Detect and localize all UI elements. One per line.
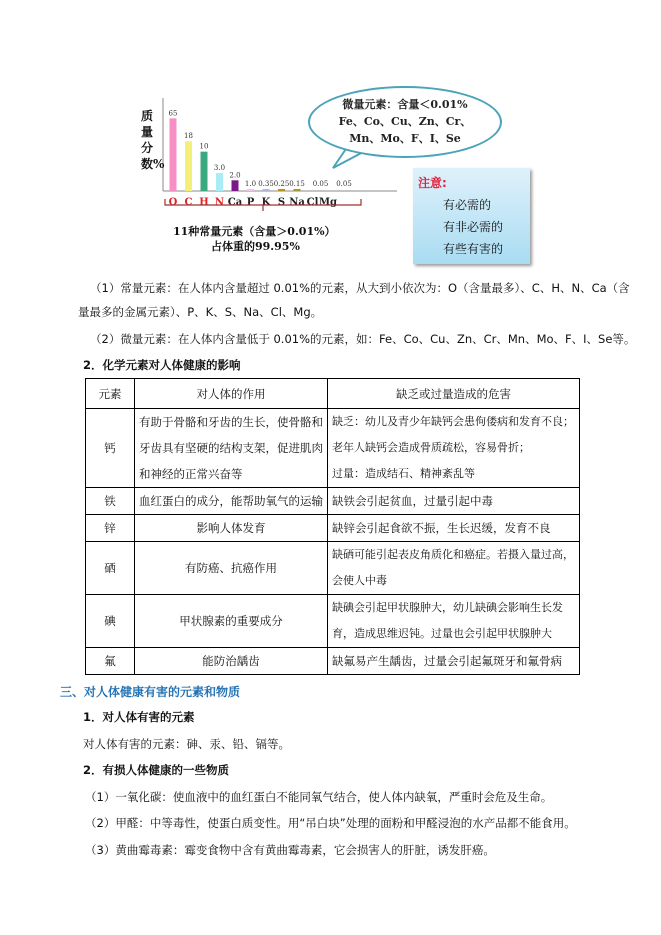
table-row xyxy=(86,515,580,542)
harmful-elements-text: 对人体有害的元素：砷、汞、铅、镉等。 xyxy=(83,737,290,751)
heading-health-effects: 2．化学元素对人体健康的影响 xyxy=(83,358,241,372)
table-row xyxy=(86,595,580,648)
cell-line: 有助于骨骼和牙齿的生长，使骨骼和 xyxy=(139,415,323,429)
cell-line: 老年人缺钙会造成骨质疏松，容易骨折； xyxy=(332,441,530,454)
cell-harm xyxy=(328,595,580,648)
table-row xyxy=(86,648,580,675)
cell-element: 锌 xyxy=(86,515,135,542)
value-label: 0.15 xyxy=(289,180,305,188)
cell-role: 甲状腺素的重要成分 xyxy=(135,595,328,648)
bar-O xyxy=(170,118,177,191)
cell-role: 血红蛋白的成分，能帮助氧气的运输 xyxy=(135,488,328,515)
substance-item: （2）甲醛：中等毒性，使蛋白质变性。用“吊白块”处理的面粉和甲醛浸泡的水产品都不能食用。 xyxy=(85,816,576,830)
bar-Ca xyxy=(232,180,239,191)
bar-K xyxy=(263,189,270,191)
substance-item: （1）一氧化碳：使血液中的血红蛋白不能同氧气结合，使人体内缺氧，严重时会危及生命。 xyxy=(85,790,553,804)
value-label: 2.0 xyxy=(229,171,241,180)
cell-element: 硒 xyxy=(86,542,135,595)
y-axis-label: 质量分数% xyxy=(141,109,165,171)
brace-caption-1: 11种常量元素（含量＞0.01%） xyxy=(173,225,336,238)
trace-elements-bubble xyxy=(308,86,502,158)
brace-caption-2: 占体重的99.95% xyxy=(211,240,300,253)
cell-line: 过量：造成结石、精神紊乱等 xyxy=(332,467,475,480)
value-label: 0.35 xyxy=(258,180,274,188)
cell-line: 会使人中毒 xyxy=(332,574,387,587)
cell-harm xyxy=(328,409,580,488)
cell-role xyxy=(135,409,328,488)
cell-harm: 缺锌会引起食欲不振，生长迟缓，发育不良 xyxy=(328,515,580,542)
category-label: H xyxy=(199,197,209,208)
cell-role: 影响人体发育 xyxy=(135,515,328,542)
table-header-row xyxy=(86,379,580,409)
table-row xyxy=(86,488,580,515)
bubble-line: Mn、Mo、F、I、Se xyxy=(349,132,461,145)
table-row xyxy=(86,409,580,488)
subheading-harmful-substances: 2．有损人体健康的一些物质 xyxy=(83,763,230,777)
category-label: N xyxy=(214,197,225,208)
cell-element: 铁 xyxy=(86,488,135,515)
cell-harm: 缺铁会引起贫血，过量引起中毒 xyxy=(328,488,580,515)
cell-harm xyxy=(328,542,580,595)
header-element: 元素 xyxy=(86,379,135,409)
cell-line: 牙齿具有坚硬的结构支架，促进肌肉 xyxy=(139,441,323,455)
value-label: 18 xyxy=(184,132,193,141)
substance-item: （3）黄曲霉毒素：霉变食物中含有黄曲霉毒素，它会损害人的肝脏，诱发肝癌。 xyxy=(85,843,495,857)
value-label: 0.25 xyxy=(273,180,290,188)
bar-P xyxy=(247,189,254,191)
bubble-line: Fe、Co、Cu、Zn、Cr、 xyxy=(338,115,472,128)
value-label: 0.05 xyxy=(336,180,352,188)
bubble-line: 微量元素：含量＜0.01% xyxy=(342,98,468,111)
category-label: P xyxy=(246,197,255,208)
cell-line: 和神经的正常兴奋等 xyxy=(139,467,243,481)
header-harm: 缺乏或过量造成的危害 xyxy=(328,379,580,409)
table-row xyxy=(86,542,580,595)
header-role: 对人体的作用 xyxy=(135,379,328,409)
category-label: Mg xyxy=(318,197,338,208)
category-label: Cl xyxy=(306,197,319,208)
category-label: Ca xyxy=(227,197,243,208)
value-label: 10 xyxy=(199,142,209,151)
cell-line: 育，造成思维迟钝。过量也会引起甲状腺肿大 xyxy=(332,627,552,640)
cell-element: 钙 xyxy=(86,409,135,488)
cell-element: 碘 xyxy=(86,595,135,648)
category-label: C xyxy=(184,197,193,208)
cell-line: 缺硒可能引起表皮角质化和癌症。若摄入量过高， xyxy=(332,548,574,561)
subheading-harmful-elements: 1．对人体有害的元素 xyxy=(83,710,195,724)
cell-role: 有防癌、抗癌作用 xyxy=(135,542,328,595)
element-effects-table xyxy=(85,378,580,675)
bar-N xyxy=(216,173,223,191)
category-label: K xyxy=(261,197,271,208)
paragraph-macro-elements: （1）常量元素：在人体内含量超过 0.01%的元素，从大到小依次为：O（含量最多）、C、H、N、Ca（含 xyxy=(90,281,630,295)
section-3-title: 三、对人体健康有害的元素和物质 xyxy=(60,685,241,699)
bar-Na xyxy=(294,189,301,191)
paragraph-trace-elements: （2）微量元素：在人体内含量低于 0.01%的元素，如：Fe、Co、Cu、Zn、Cr、Mn、Mo、F、I、Se等。 xyxy=(90,332,636,346)
category-label: Na xyxy=(289,197,305,208)
category-label: S xyxy=(277,197,286,208)
bar-C xyxy=(185,141,192,191)
note-line: 有些有害的 xyxy=(443,242,504,256)
paragraph-macro-elements-cont: 量最多的金属元素）、P、K、S、Na、Cl、Mg。 xyxy=(78,305,323,319)
note-line: 有非必需的 xyxy=(443,220,504,234)
value-label: 1.0 xyxy=(244,180,257,188)
category-label: O xyxy=(168,197,178,208)
bar-S xyxy=(278,189,285,191)
bar-H xyxy=(201,152,208,191)
note-line: 有必需的 xyxy=(443,198,492,212)
note-title: 注意: xyxy=(418,176,447,190)
cell-line: 缺乏：幼儿及青少年缺钙会患佝偻病和发育不良； xyxy=(332,415,574,428)
cell-element: 氟 xyxy=(86,648,135,675)
value-label: 65 xyxy=(168,109,178,118)
cell-harm: 缺氟易产生龋齿，过量会引起氟斑牙和氟骨病 xyxy=(328,648,580,675)
note-box xyxy=(413,168,530,264)
value-label: 0.05 xyxy=(312,180,329,188)
value-label: 3.0 xyxy=(213,164,226,173)
cell-role: 能防治龋齿 xyxy=(135,648,328,675)
cell-line: 缺碘会引起甲状腺肿大，幼儿缺碘会影响生长发 xyxy=(332,601,563,614)
